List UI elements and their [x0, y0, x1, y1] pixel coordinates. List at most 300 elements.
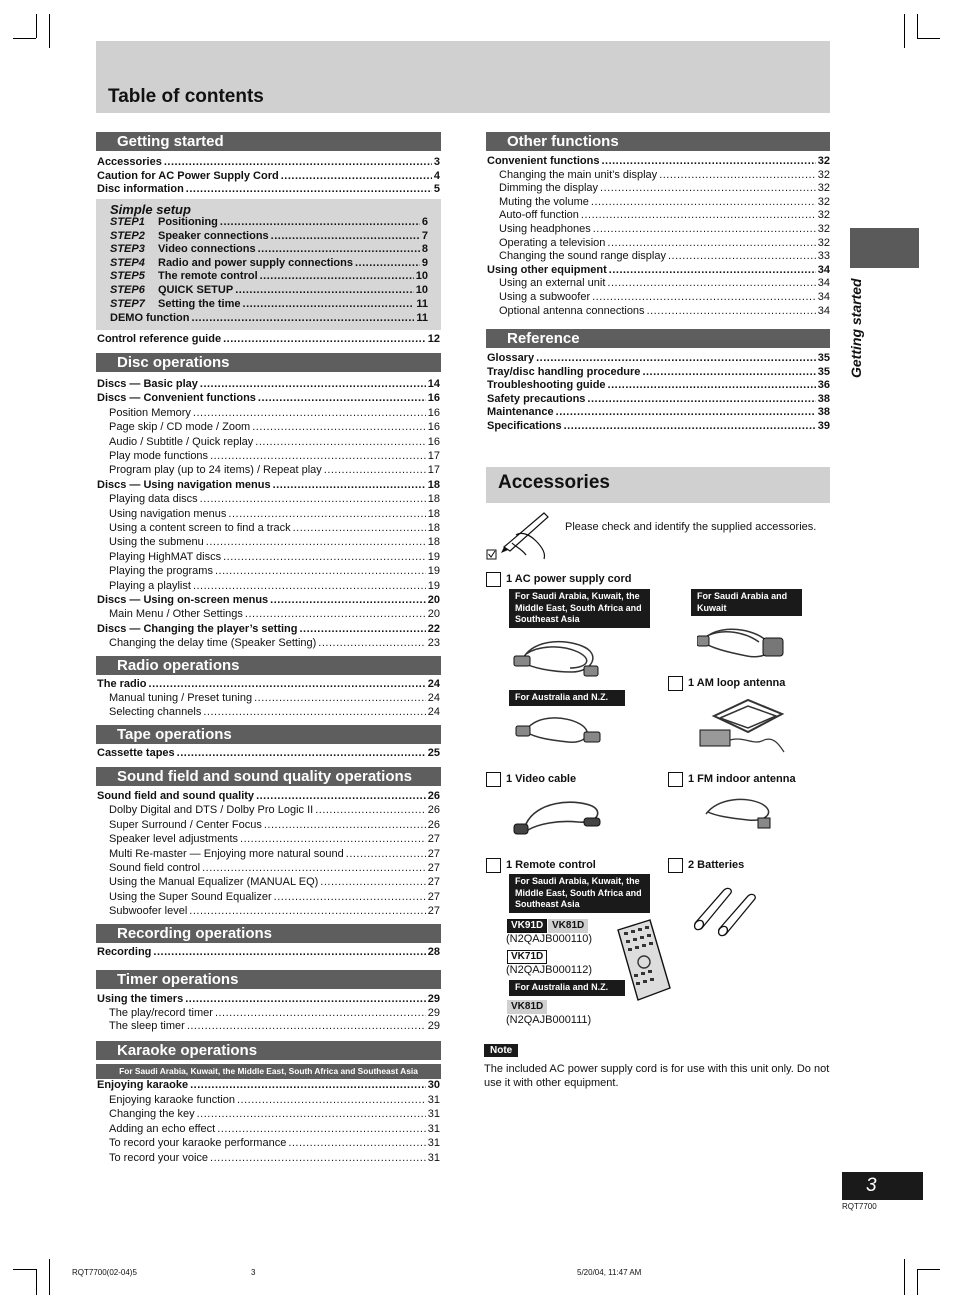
leader-dots — [254, 692, 426, 706]
toc-entry-label: Speaker level adjustments — [109, 833, 239, 846]
toc-entry[interactable] — [97, 392, 440, 406]
leader-dots — [202, 862, 426, 876]
toc-entry-label: Selecting channels — [109, 706, 202, 719]
section-tape-operations: Tape operations — [96, 725, 441, 744]
step-tag: STEP1 — [110, 216, 145, 228]
section-recording-operations: Recording operations — [96, 924, 441, 943]
leader-dots — [274, 891, 426, 905]
toc-entry[interactable] — [110, 284, 428, 298]
leader-dots — [200, 493, 426, 507]
toc-entry-label: The play/record timer — [109, 1006, 213, 1019]
toc-entry-page: 28 — [427, 946, 440, 958]
toc-entry[interactable] — [97, 594, 440, 608]
leader-dots — [187, 1020, 426, 1034]
toc-entry-page: 29 — [427, 1020, 440, 1033]
toc-entry[interactable] — [97, 170, 440, 184]
toc-entry[interactable] — [109, 464, 440, 478]
toc-entry-page: 32 — [817, 195, 830, 208]
leader-dots — [237, 1094, 426, 1108]
leader-dots — [185, 993, 426, 1007]
toc-entry-label: Using the submenu — [109, 536, 204, 549]
leader-dots — [217, 1123, 426, 1137]
toc-entry-label: Changing the main unit’s display — [499, 168, 658, 181]
toc-entry-page: 30 — [427, 1079, 440, 1091]
toc-entry-label: The remote control — [158, 270, 258, 283]
toc-entry[interactable] — [110, 257, 428, 271]
toc-entry[interactable] — [109, 692, 440, 706]
toc-entry-label: Using navigation menus — [109, 507, 227, 520]
toc-entry[interactable] — [109, 1020, 440, 1034]
toc-entry-page: 32 — [817, 168, 830, 181]
leader-dots — [164, 156, 432, 170]
toc-entry[interactable] — [499, 223, 830, 237]
toc-entry[interactable] — [109, 493, 440, 507]
remote-control-icon — [614, 918, 672, 1002]
leader-dots — [608, 379, 816, 393]
toc-entry[interactable] — [97, 946, 440, 960]
toc-entry-label: Sound field and sound quality — [97, 790, 255, 802]
toc-entry[interactable] — [110, 312, 428, 326]
toc-entry-label: Multi Re-master — Enjoying more natural sound — [109, 847, 344, 860]
toc-entry-page: 4 — [433, 169, 440, 182]
fm-antenna-icon — [700, 794, 780, 834]
model-tag-vk81d-2: VK81D — [507, 1000, 547, 1014]
toc-entry[interactable] — [109, 637, 440, 651]
toc-entry-label: Safety precautions — [487, 392, 586, 405]
leader-dots — [587, 393, 815, 407]
toc-entry-label: Discs — Basic play — [97, 378, 198, 390]
leader-dots — [258, 243, 420, 257]
toc-entry-page: 5 — [433, 183, 440, 196]
toc-entry-page: 3 — [433, 156, 440, 168]
toc-entry-label: Discs — Convenient functions — [97, 392, 256, 405]
leader-dots — [193, 407, 426, 421]
toc-entry[interactable] — [109, 421, 440, 435]
leader-dots — [270, 594, 426, 608]
label-video-cable: 1 Video cable — [506, 773, 577, 785]
toc-entry[interactable] — [109, 891, 440, 905]
toc-entry[interactable] — [97, 1079, 440, 1093]
leader-dots — [581, 209, 816, 223]
toc-entry-page: 16 — [427, 406, 440, 419]
toc-entry[interactable] — [97, 333, 440, 347]
toc-entry-label: Convenient functions — [487, 155, 600, 167]
toc-entry-label: Maintenance — [487, 406, 554, 419]
leader-dots — [190, 1079, 426, 1093]
toc-entry[interactable] — [487, 155, 830, 169]
leader-dots — [240, 833, 426, 847]
toc-entry-label: Using the Super Sound Equalizer — [109, 890, 272, 903]
toc-entry-label: Adding an echo effect — [109, 1122, 216, 1135]
toc-entry[interactable] — [109, 1123, 440, 1137]
section-other-functions: Other functions — [486, 132, 830, 151]
toc-entry-page: 27 — [427, 833, 440, 846]
toc-entry-label: Play mode functions — [109, 450, 209, 462]
toc-entry-label: Changing the key — [109, 1108, 195, 1121]
toc-entry[interactable] — [110, 298, 428, 312]
toc-entry-page: 34 — [817, 304, 830, 317]
toc-entry-page: 31 — [427, 1093, 440, 1106]
leader-dots — [223, 333, 426, 347]
leader-dots — [288, 1137, 425, 1151]
accessories-intro: Please check and identify the supplied accessories. — [565, 521, 817, 533]
toc-entry[interactable] — [109, 436, 440, 450]
toc-entry[interactable] — [109, 551, 440, 565]
toc-entry-label: Auto-off function — [499, 209, 579, 222]
toc-entry[interactable] — [109, 1007, 440, 1021]
region-tag-saudi-asia-1: For Saudi Arabia, Kuwait, the Middle East, South Africa and Southeast Asia — [509, 589, 650, 628]
toc-entry-label: Setting the time — [158, 297, 241, 310]
toc-entry[interactable] — [499, 277, 830, 291]
model-tag-vk91d: VK91D — [507, 919, 547, 933]
toc-entry-page: 34 — [817, 277, 830, 290]
toc-entry[interactable] — [97, 479, 440, 493]
ac-cord-uk-icon — [697, 620, 793, 670]
label-remote: 1 Remote control — [506, 859, 596, 871]
toc-entry-page: 27 — [427, 876, 440, 889]
leader-dots — [228, 508, 425, 522]
accessories-title: Accessories — [498, 472, 610, 493]
toc-entry-label: Caution for AC Power Supply Cord — [97, 169, 279, 182]
video-cable-icon — [512, 794, 608, 840]
leader-dots — [256, 790, 426, 804]
step-tag: STEP3 — [110, 243, 145, 256]
leader-dots — [315, 804, 426, 818]
toc-entry-label: Playing data discs — [109, 493, 198, 506]
toc-entry-label: Operating a television — [499, 236, 606, 249]
toc-entry[interactable] — [499, 169, 830, 183]
toc-entry-page: 19 — [427, 579, 440, 592]
toc-entry-page: 29 — [427, 1006, 440, 1019]
toc-entry[interactable] — [109, 450, 440, 464]
toc-entry-label: Playing the programs — [109, 565, 213, 578]
toc-entry[interactable] — [109, 580, 440, 594]
toc-entry[interactable] — [109, 536, 440, 550]
toc-entry[interactable] — [499, 182, 830, 196]
toc-entry-page: 32 — [817, 155, 830, 167]
toc-entry[interactable] — [499, 209, 830, 223]
toc-entry[interactable] — [499, 196, 830, 210]
leader-dots — [318, 637, 425, 651]
checkbox-remote[interactable] — [486, 858, 501, 873]
leader-dots — [659, 169, 816, 183]
toc-entry-label: DEMO function — [110, 312, 190, 324]
toc-entry-label: Recording — [97, 946, 152, 958]
toc-entry-label: Troubleshooting guide — [487, 379, 606, 392]
toc-entry[interactable] — [110, 270, 428, 284]
toc-entry-page: 27 — [427, 905, 440, 918]
toc-entry-page: 32 — [817, 236, 830, 249]
toc-entry-label: Optional antenna connections — [499, 304, 645, 317]
leader-dots — [293, 522, 426, 536]
toc-entry-page: 11 — [416, 297, 428, 310]
region-tag-saudi-asia-2: For Saudi Arabia, Kuwait, the Middle East, South Africa and Southeast Asia — [509, 874, 650, 913]
leader-dots — [591, 196, 816, 210]
toc-entry[interactable] — [487, 420, 830, 434]
footer-center: 3 — [251, 1268, 256, 1277]
leader-dots — [592, 291, 816, 305]
toc-entry-page: 17 — [427, 450, 440, 462]
section-radio-operations: Radio operations — [96, 656, 441, 675]
toc-entry-page: 12 — [427, 333, 440, 345]
toc-entry-page: 7 — [421, 229, 428, 242]
toc-entry-page: 32 — [817, 209, 830, 222]
toc-entry[interactable] — [97, 678, 440, 692]
toc-entry-page: 8 — [421, 243, 428, 256]
toc-entry[interactable] — [499, 305, 830, 319]
leader-dots — [177, 747, 426, 761]
toc-entry-page: 38 — [817, 406, 830, 419]
leader-dots — [197, 1108, 426, 1122]
leader-dots — [215, 1007, 426, 1021]
label-ac-cord: 1 AC power supply cord — [506, 573, 632, 585]
page-title: Table of contents — [108, 86, 264, 107]
toc-entry-label: Control reference guide — [97, 333, 222, 345]
part-no-3: (N2QAJB000111) — [506, 1014, 592, 1026]
leader-dots — [243, 298, 415, 312]
leader-dots — [300, 623, 426, 637]
toc-entry-label: Program play (up to 24 items) / Repeat play — [109, 464, 322, 477]
toc-entry[interactable] — [109, 522, 440, 536]
toc-entry-page: 10 — [415, 270, 428, 283]
toc-entry-label: Enjoying karaoke function — [109, 1093, 235, 1106]
leader-dots — [264, 819, 426, 833]
toc-entry-page: 34 — [817, 291, 830, 303]
leader-dots — [210, 450, 426, 464]
toc-entry[interactable] — [487, 366, 830, 380]
leader-dots — [206, 536, 426, 550]
toc-entry-page: 36 — [817, 379, 830, 392]
section-getting-started: Getting started — [96, 132, 441, 151]
leader-dots — [189, 905, 425, 919]
leader-dots — [223, 551, 426, 565]
section-reference: Reference — [486, 329, 830, 348]
toc-entry-page: 26 — [427, 818, 440, 831]
karaoke-region-note: For Saudi Arabia, Kuwait, the Middle East, South Africa and Southeast Asia — [96, 1064, 441, 1079]
toc-entry-label: Dolby Digital and DTS / Dolby Pro Logic II — [109, 804, 314, 817]
step-tag: STEP5 — [110, 270, 145, 283]
leader-dots — [320, 876, 425, 890]
note-text: The included AC power supply cord is for use with this unit only. Do not use it with other equipment. — [484, 1063, 830, 1089]
accessories-band — [486, 467, 830, 503]
am-loop-antenna-icon — [694, 696, 788, 758]
toc-entry-page: 11 — [416, 312, 428, 324]
checkbox-video-cable[interactable] — [486, 772, 501, 787]
toc-entry-label: Subwoofer level — [109, 905, 188, 918]
toc-entry[interactable] — [110, 216, 428, 230]
toc-entry[interactable] — [109, 608, 440, 622]
checkbox-am-loop[interactable] — [668, 676, 683, 691]
leader-dots — [355, 257, 420, 271]
toc-entry-label: Playing a playlist — [109, 579, 191, 592]
toc-entry-page: 9 — [421, 256, 428, 269]
toc-entry-label: Audio / Subtitle / Quick replay — [109, 435, 254, 448]
toc-entry-label: Accessories — [97, 156, 162, 168]
checkbox-batteries[interactable] — [668, 858, 683, 873]
toc-entry-page: 29 — [427, 993, 440, 1005]
toc-entry[interactable] — [97, 790, 440, 804]
toc-entry-page: 22 — [427, 622, 440, 635]
toc-entry[interactable] — [487, 406, 830, 420]
toc-entry[interactable] — [97, 993, 440, 1007]
toc-entry[interactable] — [97, 623, 440, 637]
ac-cord-icon — [512, 632, 608, 682]
leader-dots — [324, 464, 426, 478]
toc-entry[interactable] — [97, 378, 440, 392]
toc-entry-page: 16 — [427, 421, 440, 434]
step-tag: STEP2 — [110, 229, 145, 242]
toc-entry-page: 31 — [427, 1122, 440, 1135]
checkbox-ac-cord[interactable] — [486, 572, 501, 587]
toc-entry[interactable] — [487, 379, 830, 393]
toc-entry-page: 27 — [427, 890, 440, 903]
toc-entry[interactable] — [109, 833, 440, 847]
toc-entry-label: Specifications — [487, 420, 562, 432]
toc-entry-label: QUICK SETUP — [158, 284, 234, 296]
model-tag-vk71d: VK71D — [507, 950, 547, 964]
toc-entry[interactable] — [109, 876, 440, 890]
toc-entry-page: 10 — [415, 284, 428, 296]
toc-entry-label: Disc information — [97, 183, 184, 196]
toc-entry-label: Using other equipment — [487, 263, 607, 276]
toc-entry-label: Discs — Using on-screen menus — [97, 594, 269, 606]
toc-entry-label: Page skip / CD mode / Zoom — [109, 421, 251, 434]
side-tab-label: Getting started — [848, 278, 864, 378]
toc-entry[interactable] — [109, 1094, 440, 1108]
toc-entry[interactable] — [109, 1137, 440, 1151]
step-tag: STEP7 — [110, 297, 145, 310]
leader-dots — [215, 565, 426, 579]
toc-entry-page: 18 — [427, 478, 440, 491]
model-tag-vk81d-1: VK81D — [548, 919, 588, 933]
leader-dots — [149, 678, 426, 692]
toc-entry-label: Discs — Using navigation menus — [97, 478, 271, 491]
toc-entry-page: 31 — [427, 1108, 440, 1121]
toc-entry-page: 14 — [427, 378, 440, 390]
batteries-icon — [690, 882, 770, 938]
section-timer-operations: Timer operations — [96, 970, 441, 989]
toc-entry-label: Using an external unit — [499, 277, 606, 290]
leader-dots — [271, 230, 420, 244]
note-label: Note — [484, 1044, 518, 1057]
toc-entry-label: Manual tuning / Preset tuning — [109, 692, 253, 705]
toc-entry-page: 35 — [817, 352, 830, 364]
toc-entry-page: 24 — [427, 692, 440, 705]
toc-entry-label: Enjoying karaoke — [97, 1079, 189, 1091]
toc-entry[interactable] — [487, 264, 830, 278]
step-tag: STEP4 — [110, 256, 145, 269]
toc-entry-page: 33 — [817, 250, 830, 263]
toc-entry-page: 23 — [427, 637, 440, 650]
toc-entry[interactable] — [109, 905, 440, 919]
toc-entry-page: 18 — [427, 536, 440, 549]
step-tag: STEP6 — [110, 284, 145, 296]
toc-entry-label: Main Menu / Other Settings — [109, 608, 243, 621]
toc-entry-label: Video connections — [158, 243, 256, 256]
model-code: RQT7700 — [842, 1202, 877, 1211]
toc-entry-label: Tray/disc handling procedure — [487, 365, 641, 378]
leader-dots — [536, 352, 816, 366]
toc-entry-page: 19 — [427, 550, 440, 563]
toc-entry[interactable] — [109, 848, 440, 862]
toc-entry[interactable] — [109, 1152, 440, 1166]
toc-entry-label: Playing HighMAT discs — [109, 550, 222, 563]
toc-entry-page: 34 — [817, 263, 830, 276]
title-band — [96, 41, 830, 113]
toc-entry-page: 24 — [427, 706, 440, 719]
toc-entry[interactable] — [110, 230, 428, 244]
toc-entry-label: Positioning — [158, 216, 218, 228]
side-tab-marker — [850, 228, 919, 268]
leader-dots — [281, 170, 432, 184]
toc-entry-label: Discs — Changing the player’s setting — [97, 622, 298, 635]
toc-entry-page: 18 — [427, 522, 440, 534]
leader-dots — [235, 284, 414, 298]
toc-entry-page: 18 — [427, 507, 440, 520]
part-no-1: (N2QAJB000110) — [506, 933, 593, 945]
toc-entry[interactable] — [97, 747, 440, 761]
leader-dots — [191, 312, 414, 326]
toc-entry[interactable] — [487, 393, 830, 407]
leader-dots — [153, 946, 425, 960]
toc-entry[interactable] — [109, 508, 440, 522]
toc-entry-page: 32 — [817, 182, 830, 195]
toc-entry[interactable] — [109, 565, 440, 579]
section-disc-operations: Disc operations — [96, 353, 441, 372]
toc-entry[interactable] — [109, 819, 440, 833]
toc-entry[interactable] — [110, 243, 428, 257]
toc-entry-label: Using a content screen to find a track — [109, 522, 291, 534]
leader-dots — [556, 406, 816, 420]
toc-entry-page: 32 — [817, 223, 830, 235]
toc-entry[interactable] — [487, 352, 830, 366]
toc-entry[interactable] — [499, 250, 830, 264]
checkbox-fm-antenna[interactable] — [668, 772, 683, 787]
leader-dots — [607, 237, 815, 251]
toc-entry-label: The sleep timer — [109, 1020, 185, 1033]
leader-dots — [255, 436, 425, 450]
toc-entry-page: 31 — [427, 1152, 440, 1164]
leader-dots — [258, 392, 426, 406]
toc-entry-page: 26 — [427, 804, 440, 817]
toc-entry[interactable] — [97, 183, 440, 197]
toc-entry[interactable] — [109, 407, 440, 421]
toc-entry[interactable] — [499, 237, 830, 251]
ac-cord-au-icon — [514, 710, 606, 750]
region-tag-saudi-kuwait: For Saudi Arabia and Kuwait — [691, 589, 802, 616]
toc-entry-label: Muting the volume — [499, 195, 589, 208]
toc-entry-label: Using a subwoofer — [499, 291, 591, 303]
toc-entry[interactable] — [499, 291, 830, 305]
leader-dots — [642, 366, 815, 380]
toc-entry[interactable] — [109, 804, 440, 818]
toc-entry[interactable] — [109, 706, 440, 720]
toc-entry[interactable] — [97, 156, 440, 170]
toc-entry-label: Changing the sound range display — [499, 250, 666, 263]
toc-entry[interactable] — [109, 862, 440, 876]
leader-dots — [593, 223, 816, 237]
leader-dots — [210, 1152, 426, 1166]
leader-dots — [193, 580, 426, 594]
toc-entry[interactable] — [109, 1108, 440, 1122]
leader-dots — [245, 608, 426, 622]
toc-entry-page: 27 — [427, 847, 440, 860]
toc-entry-label: Glossary — [487, 352, 535, 364]
toc-entry-label: Changing the delay time (Speaker Setting) — [109, 637, 317, 650]
page-number: 3 — [842, 1172, 923, 1200]
toc-entry-page: 18 — [427, 493, 440, 506]
leader-dots — [273, 479, 426, 493]
